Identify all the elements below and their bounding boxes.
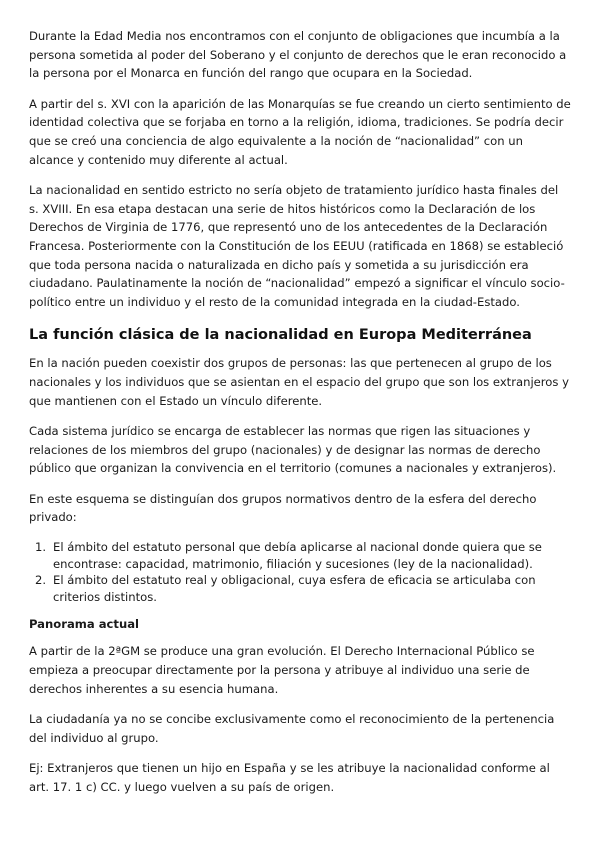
paragraph-edad-media: Durante la Edad Media nos encontramos con el conjunto de obligaciones que incumbía a la persona sometida al poder del Soberano y el conjunto de derechos que le eran reconocido a la persona por el Monarca en función del rango que ocupara en la Sociedad. xyxy=(29,29,567,81)
paragraph-sistema-juridico: Cada sistema jurídico se encarga de establecer las normas que rigen las situaciones y relaciones de los miembros del grupo (nacionales) y de designar las normas de derecho público que organizan la convivencia en el territorio (comunes a nacionales y extranjeros). xyxy=(29,424,557,476)
paragraph-grupos-normativos: En este esquema se distinguían dos grupos normativos dentro de la esfera del derecho privado: xyxy=(29,491,537,525)
section-heading-funcion-clasica: La función clásica de la nacionalidad en Europa Mediterránea xyxy=(29,327,532,344)
list-item-number: 1. xyxy=(35,540,47,555)
paragraph-monarquias: A partir del s. XVI con la aparición de las Monarquías se fue creando un cierto sentimiento de identidad colectiva que se forjaba en torno a la religión, idioma, tradiciones. Se podría decir que se creó una conciencia de algo equivalente a la noción de “nacionalidad” con un alcance y contenido muy diferente al actual. xyxy=(29,96,571,167)
section-heading-panorama-actual: Panorama actual xyxy=(29,617,139,632)
list-item xyxy=(29,572,571,605)
paragraph-ejemplo-extranjeros: Ej: Extranjeros que tienen un hijo en España y se les atribuye la nacionalidad conforme al art. 17. 1 c) CC. y luego vuelven a su país de origen. xyxy=(29,761,550,794)
paragraph-grupos-personas: En la nación pueden coexistir dos grupos de personas: las que pertenecen al grupo de los nacionales y los individuos que se asientan en el espacio del grupo que son los extranjeros y que mantienen con el Estado un vínculo diferente. xyxy=(29,356,569,408)
list-item-text: El ámbito del estatuto real y obligacional, cuya esfera de eficacia se articulaba con criterios distintos. xyxy=(53,573,536,604)
paragraph-nacionalidad-sentido-estricto: La nacionalidad en sentido estricto no sería objeto de tratamiento jurídico hasta finales del s. XVIII. En esa etapa destacan una serie de hitos históricos como la Declaración de los Derechos de Virginia de 1776, que representó uno de los antecedentes de la Declaración Francesa. Posteriormente con la Constitución de los EEUU (ratificada en 1868) se estableció que toda persona nacida o naturalizada en dicho país y sometida a su jurisdicción era ciudadano. Paulatinamente la noción de “nacionalidad” empezó a significar el vínculo socio-político entre un individuo y el resto de la comunidad integrada en la ciudad-Estado. xyxy=(29,183,565,309)
list-item-number: 2. xyxy=(35,573,47,588)
numbered-list-grupos-normativos xyxy=(29,539,571,605)
list-item-text: El ámbito del estatuto personal que debía aplicarse al nacional donde quiera que se encontrase: capacidad, matrimonio, filiación y sucesiones (ley de la nacionalidad). xyxy=(53,540,542,571)
list-item xyxy=(29,539,571,572)
paragraph-segunda-guerra-mundial: A partir de la 2ªGM se produce una gran evolución. El Derecho Internacional Público se empieza a preocupar directamente por la persona y atribuye al individuo una serie de derechos inherentes a su esencia humana. xyxy=(29,644,535,696)
paragraph-ciudadania: La ciudadanía ya no se concibe exclusivamente como el reconocimiento de la pertenencia del individuo al grupo. xyxy=(29,712,555,745)
